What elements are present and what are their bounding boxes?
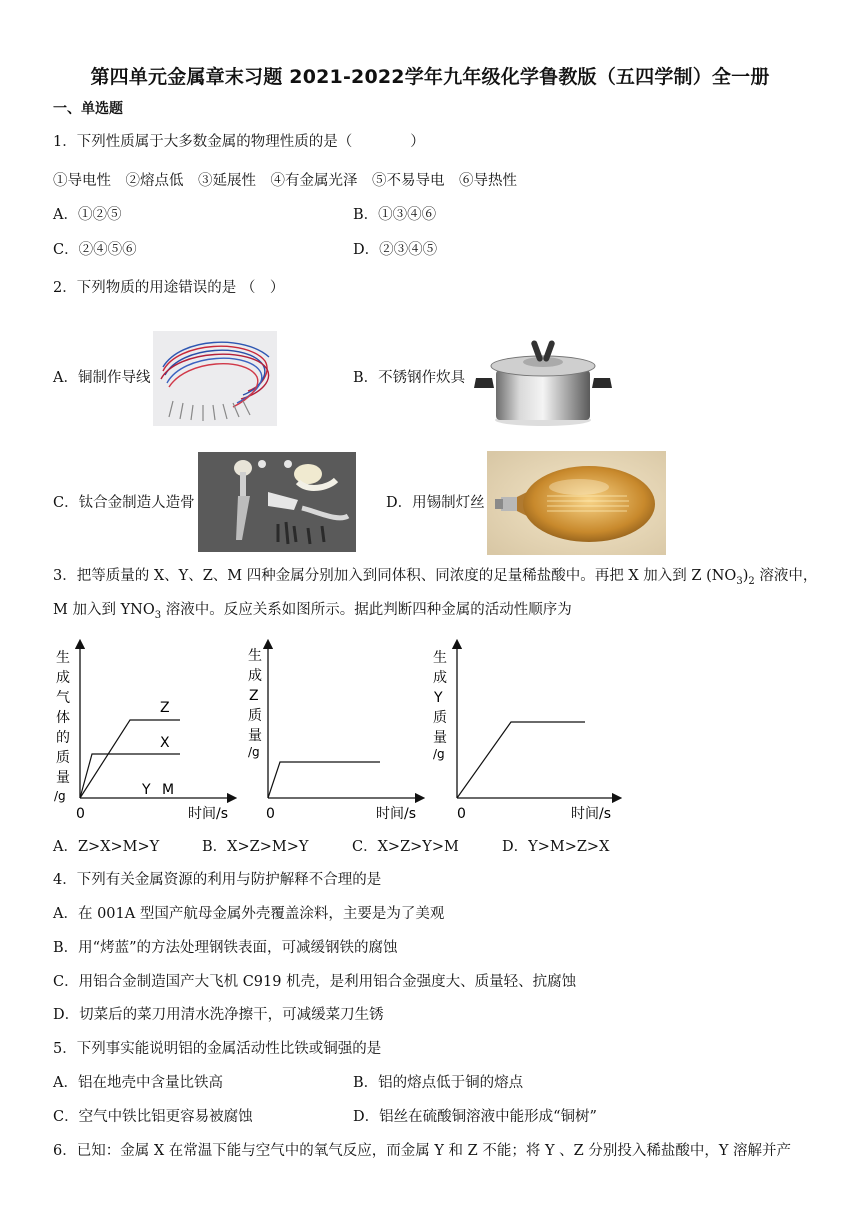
svg-text:气: 气 bbox=[56, 690, 70, 706]
light-bulb-image bbox=[487, 451, 666, 555]
q3-option-b[interactable]: B．X>Z>M>Y bbox=[202, 839, 309, 855]
origin-label: 0 bbox=[266, 806, 275, 822]
q6-stem: 6．已知：金属 X 在常温下能与空气中的氧气反应，而金属 Y 和 Z 不能；将 Y 、Z 分别投入稀盐酸中，Y 溶解并产 bbox=[53, 1143, 792, 1159]
q1-properties: ①导电性 ②熔点低 ③延展性 ④有金属光泽 ⑤不易导电 ⑥导热性 bbox=[53, 173, 517, 189]
x-axis-label: 时间/s bbox=[188, 806, 229, 822]
titanium-bone-image bbox=[198, 452, 356, 552]
q1-option-b[interactable]: B．①③④⑥ bbox=[353, 207, 437, 223]
q2-stem: 2．下列物质的用途错误的是 （ ） bbox=[53, 280, 285, 296]
x-axis-label: 时间/s bbox=[376, 806, 417, 822]
curve-y-mass bbox=[457, 722, 585, 798]
q2-option-d[interactable]: D．用锡制灯丝 bbox=[386, 495, 485, 511]
section-heading: 一、单选题 bbox=[53, 101, 123, 117]
svg-text:生: 生 bbox=[248, 648, 262, 664]
q1-stem: 1．下列性质属于大多数金属的物理性质的是（ ） bbox=[53, 134, 425, 150]
svg-text:Y: Y bbox=[434, 690, 443, 706]
svg-text:/g: /g bbox=[248, 745, 260, 759]
svg-text:质: 质 bbox=[56, 750, 70, 766]
svg-text:成: 成 bbox=[433, 670, 447, 686]
svg-text:/g: /g bbox=[54, 789, 66, 803]
q2-option-a[interactable]: A．铜制作导线 bbox=[53, 370, 151, 386]
q4-option-a[interactable]: A．在 001A 型国产航母金属外壳覆盖涂料，主要是为了美观 bbox=[53, 906, 445, 922]
svg-text:量: 量 bbox=[248, 728, 262, 744]
q2-option-b[interactable]: B．不锈钢作炊具 bbox=[353, 370, 466, 386]
q2-option-c[interactable]: C．钛合金制造人造骨 bbox=[53, 495, 195, 511]
stainless-pot-image bbox=[466, 332, 620, 428]
graph-y-mass bbox=[427, 638, 627, 828]
y-axis-label bbox=[54, 649, 70, 803]
x-axis-label: 时间/s bbox=[571, 806, 612, 822]
q3-option-a[interactable]: A．Z>X>M>Y bbox=[53, 839, 160, 855]
q4-stem: 4．下列有关金属资源的利用与防护解释不合理的是 bbox=[53, 872, 382, 888]
curve-z-mass bbox=[268, 762, 380, 798]
svg-text:成: 成 bbox=[56, 670, 70, 686]
svg-text:生: 生 bbox=[56, 650, 70, 666]
svg-text:Z: Z bbox=[249, 688, 259, 704]
graph-gas-mass bbox=[50, 638, 240, 828]
svg-text:生: 生 bbox=[433, 650, 447, 666]
svg-text:量: 量 bbox=[56, 770, 70, 786]
svg-text:体: 体 bbox=[56, 710, 70, 726]
q5-option-c[interactable]: C．空气中铁比铝更容易被腐蚀 bbox=[53, 1109, 253, 1125]
label-x: X bbox=[160, 735, 170, 751]
q1-option-a[interactable]: A．①②⑤ bbox=[53, 207, 122, 223]
origin-label: 0 bbox=[457, 806, 466, 822]
svg-text:量: 量 bbox=[433, 730, 447, 746]
q4-option-b[interactable]: B．用“烤蓝”的方法处理钢铁表面，可减缓钢铁的腐蚀 bbox=[53, 940, 398, 956]
svg-text:成: 成 bbox=[248, 668, 262, 684]
q5-option-d[interactable]: D．铝丝在硫酸铜溶液中能形成“铜树” bbox=[353, 1109, 597, 1125]
label-z: Z bbox=[160, 700, 170, 716]
q1-option-c[interactable]: C．②④⑤⑥ bbox=[53, 242, 137, 258]
svg-text:质: 质 bbox=[433, 710, 447, 726]
document-title: 第四单元金属章末习题 2021-2022学年九年级化学鲁教版（五四学制）全一册 bbox=[90, 66, 770, 88]
q3-stem-line1: 3．把等质量的 X、Y、Z、M 四种金属分别加入到同体积、同浓度的足量稀盐酸中。再把 X 加入到 Z $(NO_3)_2$ 溶液中， bbox=[53, 568, 818, 587]
label-y: Y bbox=[142, 782, 151, 798]
q3-stem-line2: M 加入到 $YNO_3$ 溶液中。反应关系如图所示。据此判断四种金属的活动性顺序为 bbox=[53, 602, 572, 621]
q3-option-d[interactable]: D．Y>M>Z>X bbox=[502, 839, 610, 855]
copper-wires-image bbox=[153, 331, 277, 426]
q4-option-c[interactable]: C．用铝合金制造国产大飞机 C919 机壳，是利用铝合金强度大、质量轻、抗腐蚀 bbox=[53, 974, 577, 990]
q5-option-b[interactable]: B．铝的熔点低于铜的熔点 bbox=[353, 1075, 524, 1091]
origin-label: 0 bbox=[76, 806, 85, 822]
q4-option-d[interactable]: D．切菜后的菜刀用清水洗净擦干，可减缓菜刀生锈 bbox=[53, 1007, 384, 1023]
svg-text:/g: /g bbox=[433, 747, 445, 761]
svg-text:的: 的 bbox=[56, 730, 70, 746]
q3-option-c[interactable]: C．X>Z>Y>M bbox=[352, 839, 459, 855]
q5-option-a[interactable]: A．铝在地壳中含量比铁高 bbox=[53, 1075, 223, 1091]
y-axis-label bbox=[248, 647, 262, 759]
graph-z-mass bbox=[242, 638, 432, 828]
q5-stem: 5．下列事实能说明铝的金属活动性比铁或铜强的是 bbox=[53, 1041, 382, 1057]
svg-text:质: 质 bbox=[248, 708, 262, 724]
q1-option-d[interactable]: D．②③④⑤ bbox=[353, 242, 438, 258]
y-axis-label bbox=[433, 649, 447, 761]
label-m: M bbox=[162, 782, 175, 798]
